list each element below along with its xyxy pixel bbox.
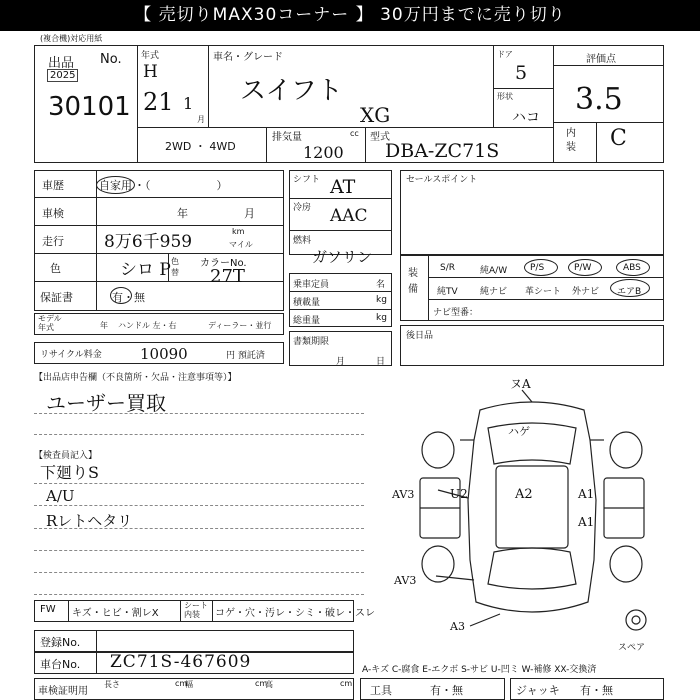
warranty-label: 保証書 [40, 291, 73, 304]
history-value: 自家用 [96, 176, 135, 194]
damage-right-a1: A1 [578, 487, 595, 501]
cert-label: 車検証明用 [38, 686, 88, 697]
abs-circle-mark [616, 259, 650, 276]
color-label: 色 [50, 262, 61, 275]
equip-navi: 純ナビ [480, 287, 508, 297]
equip-aw: 純A/W [480, 266, 508, 276]
fw-items: キズ・ヒビ・割レX [72, 608, 159, 619]
interior-value: C [610, 126, 627, 151]
navi-model-label: ナビ型番： [433, 308, 479, 318]
banner-title: 【 売切りMAX30コーナー 】 30万円までに売り切り [0, 0, 700, 31]
model-year-label: モデル年式 [38, 314, 62, 332]
ps-circle-mark [524, 259, 558, 276]
color-change-label: 色替 [171, 257, 179, 277]
lot-no-label: No. [100, 52, 122, 67]
warranty-options: 有・無 [112, 291, 145, 304]
weight-label: 総重量 [293, 316, 321, 326]
door-value: 5 [515, 62, 528, 84]
chassis-label: 車台No. [40, 658, 81, 671]
ac-value: AAC [330, 206, 368, 226]
color-value: シロ P [120, 260, 171, 280]
damage-top: ヌA [510, 377, 531, 391]
capacity-unit: 名 [376, 280, 386, 290]
lot-year: 2025 [47, 69, 78, 82]
damage-side-left: U2 [450, 487, 468, 501]
pw-circle-mark [568, 259, 602, 276]
damage-right-a1b: A1 [578, 515, 595, 529]
warranty-circle-mark [110, 287, 132, 304]
damage-left-av3: AV3 [392, 488, 415, 501]
year-era: H [143, 62, 158, 82]
fw-label: FW [40, 604, 56, 615]
model-year-year: 年 [100, 321, 108, 330]
jack-options: 有・無 [580, 684, 613, 697]
notes-box [400, 325, 664, 366]
mileage-unit-mile: マイル [229, 240, 253, 249]
damage-center: A2 [515, 487, 533, 502]
month-value: 1 [183, 94, 194, 113]
spare-label: スペア [618, 643, 646, 653]
recycle-unit: 円 預託済 [226, 351, 265, 361]
handle-label: ハンドル 左・右 [118, 321, 177, 330]
engine-label: 排気量 [272, 132, 302, 143]
colorno-value: 27T [210, 266, 245, 287]
sales-label: セールスポイント [406, 175, 478, 185]
jack-label: ジャッキ [516, 684, 560, 697]
cert-height: 高 [265, 680, 273, 689]
mileage-value: 8万6千959 [104, 232, 193, 252]
damage-left-av3b: AV3 [394, 574, 417, 587]
load-label: 積載量 [293, 298, 321, 308]
history-rest: ・（ ） [134, 179, 228, 192]
car-name: スイフト [240, 76, 343, 106]
dealer-label: ディーラー・並行 [208, 321, 272, 330]
equip-sr: S/R [440, 263, 455, 273]
fuel-label: 燃料 [293, 236, 312, 246]
equip-abs: ABS [623, 263, 641, 273]
chassis-value: ZC71S-467609 [110, 652, 252, 672]
month-label: 月 [197, 115, 205, 124]
model-value: DBA-ZC71S [385, 140, 500, 162]
inspector-line-2: A/U [46, 487, 75, 505]
model-label: 型式 [370, 132, 390, 143]
fuel-value: ガソリン [312, 248, 373, 266]
capacity-label: 乗車定員 [293, 280, 330, 290]
inspection-label: 車検 [42, 207, 64, 220]
expiry-label: 書類期限 [293, 337, 330, 347]
tools-options: 有・無 [430, 684, 463, 697]
shape-label: 形状 [497, 92, 513, 101]
mileage-label: 走行 [42, 235, 64, 248]
recycle-value: 10090 [140, 345, 188, 363]
reg-row [34, 630, 354, 652]
fw-sheet-label: シート内装 [184, 601, 208, 619]
dealer-report-value: ユーザー買取 [46, 391, 166, 415]
tools-label: 工具 [370, 684, 392, 697]
recycle-label: リサイクル料金 [40, 350, 102, 360]
car-name-label: 車名・グレード [213, 52, 283, 63]
equip-airbag: エアB [617, 287, 642, 297]
lot-number: 30101 [48, 92, 131, 122]
drive-label: 2WD ・ 4WD [165, 140, 236, 153]
score-value: 3.5 [575, 82, 623, 117]
airbag-circle-mark [610, 279, 650, 297]
year-value: 21 [143, 88, 174, 116]
inspector-line-1: 下廻りS [40, 463, 99, 482]
colorno-label: カラーNo. [200, 258, 247, 269]
inspection-month: 月 [244, 207, 255, 220]
reg-label: 登録No. [40, 636, 81, 649]
sheet-subtitle: (複合機)対応用紙 [40, 34, 103, 43]
shift-label: シフト [293, 175, 321, 185]
cert-long: 長さ [104, 680, 120, 689]
damage-bottom-a3: A3 [450, 620, 465, 633]
equipment-label: 装備 [408, 268, 418, 295]
equip-ps: P/S [530, 263, 545, 273]
shape-value: ハコ [512, 110, 540, 126]
inspector-label: 【検査員記入】 [34, 451, 98, 461]
mileage-unit-km: km [232, 227, 245, 236]
load-unit: kg [376, 295, 387, 305]
engine-unit: cc [350, 129, 359, 138]
equip-pw: P/W [574, 263, 592, 273]
lot-out-label: 出品 [48, 56, 75, 71]
equip-leather: 革シート [525, 287, 562, 297]
ac-label: 冷房 [293, 203, 312, 213]
expiry-day: 日 [376, 357, 386, 367]
cert-cm-3: cm [340, 679, 353, 688]
fw-items2: コゲ・穴・汚レ・シミ・破レ・スレ [215, 608, 375, 619]
cert-width: 幅 [185, 680, 193, 689]
notes-label: 後日品 [406, 331, 434, 341]
expiry-month: 月 [336, 357, 346, 367]
inspection-year: 年 [177, 207, 188, 220]
dealer-report-label: 【出品店申告欄（不良箇所・欠品・注意事項等）】 [34, 373, 237, 383]
damage-roof: ハゲ [508, 425, 530, 438]
inspector-line-3: Rレトヘタリ [46, 512, 133, 530]
weight-unit: kg [376, 313, 387, 323]
history-label: 車歴 [42, 179, 64, 192]
score-label: 評価点 [586, 54, 616, 65]
cert-cm-1: cm [175, 679, 188, 688]
equip-extnavi: 外ナビ [572, 287, 600, 297]
equip-tv: 純TV [437, 287, 458, 297]
car-damage-diagram [400, 380, 664, 640]
shift-value: AT [330, 176, 356, 198]
engine-value: 1200 [303, 143, 344, 162]
interior-label: 内装 [566, 128, 576, 153]
car-grade: XG [360, 103, 391, 127]
cert-cm-2: cm [255, 679, 268, 688]
year-label: 年式 [141, 51, 160, 61]
damage-legend: A-キズ C-腐食 E-エクボ S-サビ U-凹ミ W-補修 XX-交換済 [362, 665, 597, 675]
door-label: ドア [497, 50, 513, 59]
